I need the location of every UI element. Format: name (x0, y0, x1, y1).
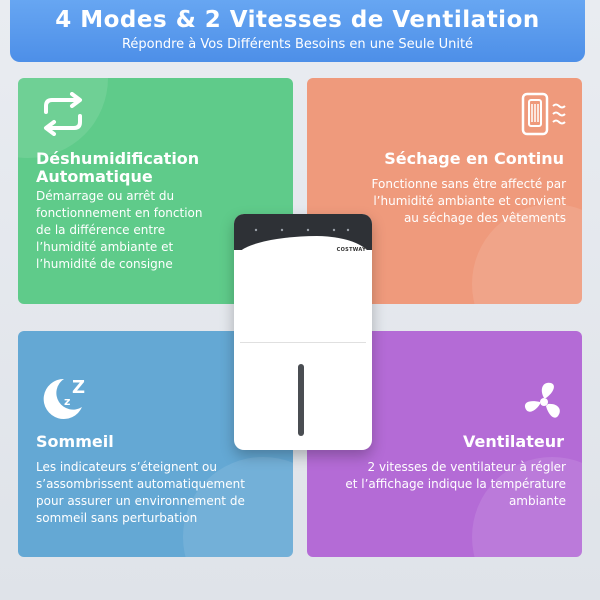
device-indicator-lights (252, 228, 352, 232)
panel-description: Démarrage ou arrêt du fonctionnement en fonction de la différence entre l’humidité ambiante et l’humidité de consigne (36, 189, 203, 271)
svg-text:Z: Z (72, 377, 86, 398)
panel-description: 2 vitesses de ventilateur à régler et l’affichage indique la température ambiante (345, 460, 566, 508)
title-banner (10, 0, 585, 62)
banner-subtitle: Répondre à Vos Différents Besoins en une Seule Unité (121, 37, 474, 52)
panel-heading: Ventilateur (463, 432, 564, 451)
clothes-drying-icon (521, 92, 569, 140)
fan-icon (521, 379, 567, 429)
panel-description: Les indicateurs s’éteignent ou s’assombrissent automatiquement pour assurer un environnement de sommeil sans perturbation (36, 460, 245, 525)
panel-heading: Séchage en Continu (384, 149, 564, 168)
svg-text:z: z (64, 395, 71, 408)
device-tank-seam (240, 342, 366, 343)
dehumidifier-image (234, 214, 372, 450)
device-brand-logo: COSTWAY (336, 247, 366, 253)
device-water-level-window (298, 364, 304, 436)
panel-description: Fonctionne sans être affecté par l’humidité ambiante et convient au séchage des vêtements (371, 177, 566, 225)
refresh-arrows-icon (36, 92, 90, 140)
panel-heading: Déshumidification Automatique (36, 149, 200, 186)
moon-sleep-icon (38, 373, 94, 425)
banner-title: 4 Modes & 2 Vitesses de Ventilation (55, 7, 540, 33)
panel-heading: Sommeil (36, 432, 114, 451)
